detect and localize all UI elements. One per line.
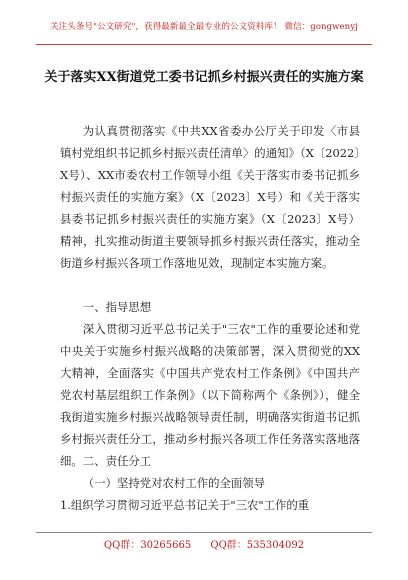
footer-divider <box>36 532 372 533</box>
section-heading-guiding-ideology <box>60 296 360 318</box>
footer-contact <box>0 536 408 551</box>
header-promo-text: 关注头条号"公文研究"，获得最新最全最专业的公文资料库！ 微信：gongwenyj <box>50 22 358 32</box>
item-paragraph <box>60 494 360 516</box>
intro-paragraph <box>60 120 360 274</box>
subsection-heading-leadership <box>60 472 360 494</box>
heading-text: 二、责任分工 <box>82 454 152 468</box>
guiding-ideology-paragraph <box>60 318 360 472</box>
header-divider <box>36 44 372 45</box>
paragraph-text: 为认真贯彻落实《中共XX省委办公厅关于印发〈市县镇村党组织书记抓乡村振兴责任清单〉的通知》（X〔2022〕X号）、XX市委农村工作领导小组《关于落实市委书记抓乡村振兴责任的实施方案》（X〔2023〕X号）和《关于落实县委书记抓乡村振兴责任的实施方案》（X〔2023〕X号）精神，扎实推动街道主要领导抓乡村振兴责任落实，推动全街道乡村振兴各项工作落地见效，现制定本实施方案。 <box>60 124 360 270</box>
qq-group-2: QQ群：535304092 <box>210 540 305 551</box>
qq-group-1: QQ群：30265665 <box>103 540 192 551</box>
paragraph-text: 深入贯彻习近平总书记关于"三农"工作的重要论述和党中央关于实施乡村振兴战略的决策部署，深入贯彻党的XX大精神，全面落实《中国共产党农村工作条例》《中国共产党农村基层组织工作条例》（以下简称两个《条例》），健全我街道实施乡村振兴战略领导责任制，明确落实街道书记抓乡村振兴责任分工，推动乡村振兴各项工作任务落实落地落细。 <box>60 322 360 468</box>
paragraph-text: 1.组织学习贯彻习近平总书记关于"三农"工作的重 <box>60 498 310 512</box>
section-heading-responsibility <box>60 450 360 472</box>
heading-text: 一、指导思想 <box>82 300 152 314</box>
document-title: 关于落实XX街道党工委书记抓乡村振兴责任的实施方案 <box>44 70 364 85</box>
heading-text: （一）坚持党对农村工作的全面领导 <box>82 476 266 490</box>
